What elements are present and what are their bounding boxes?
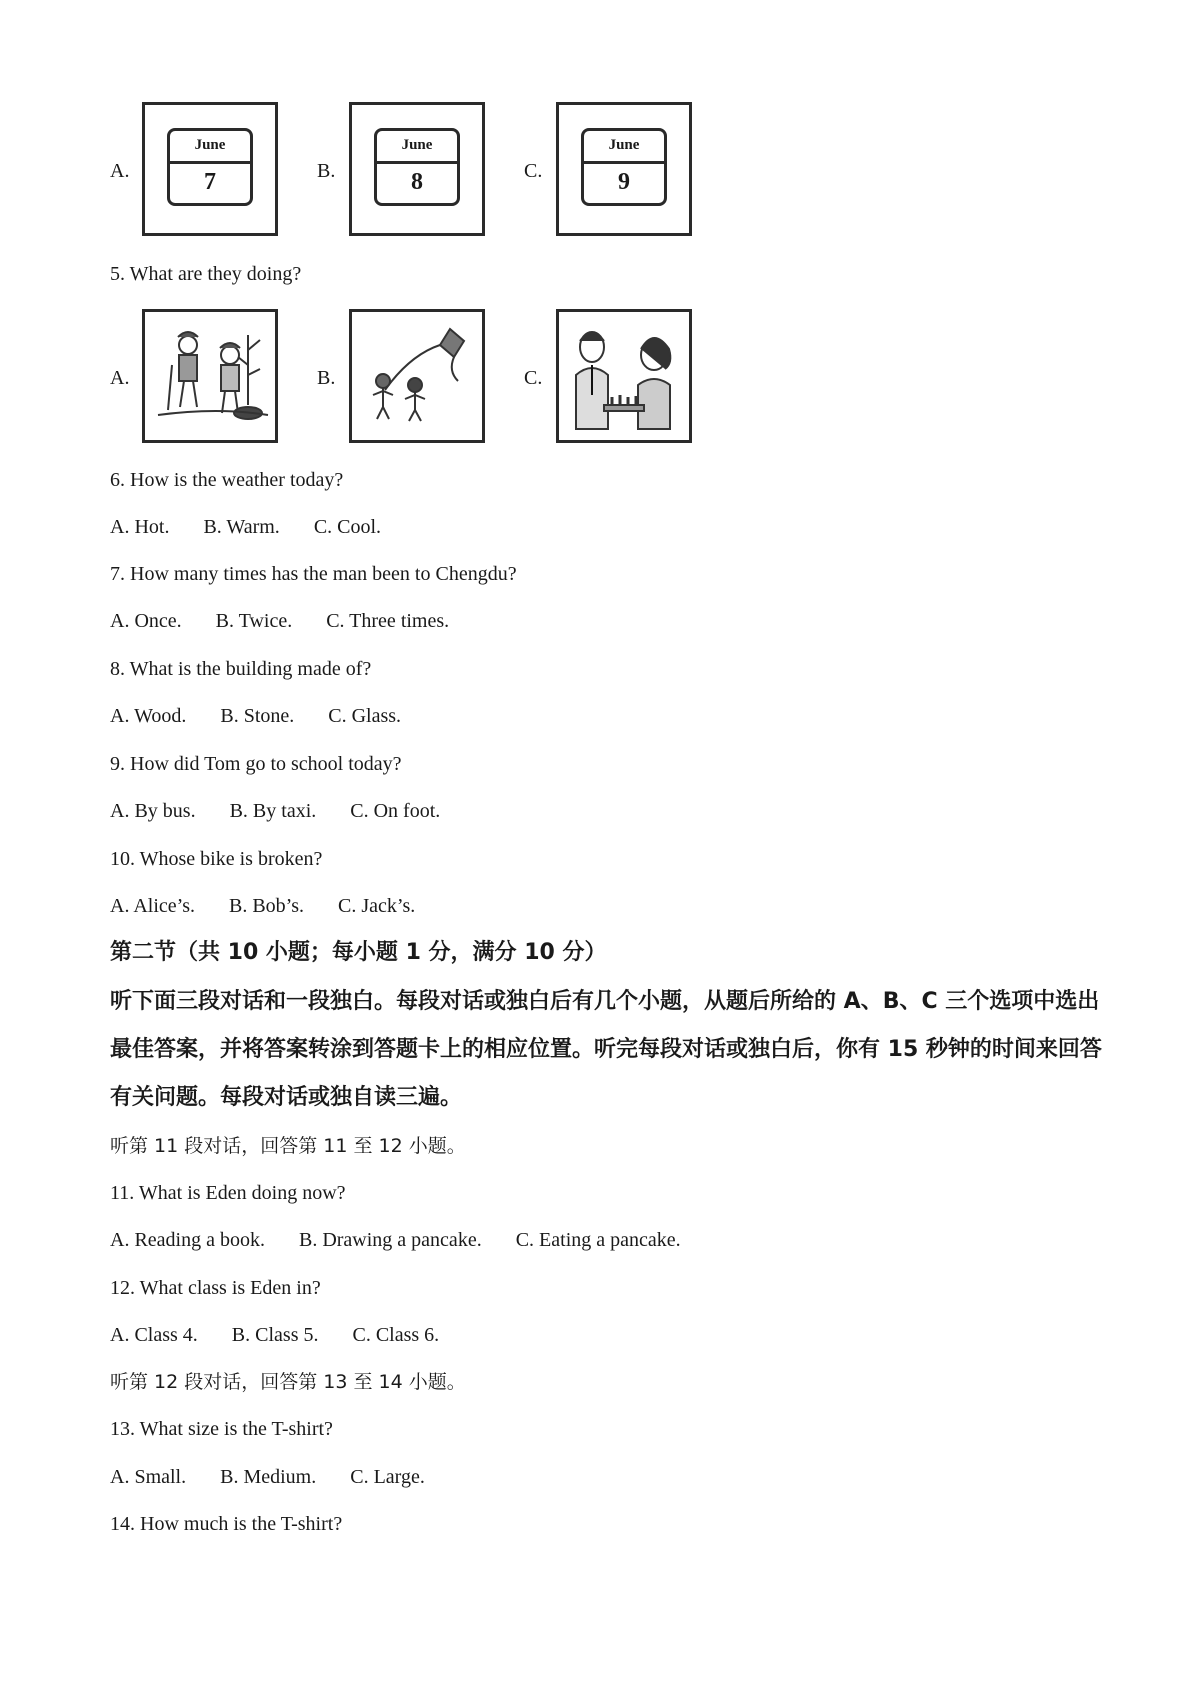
option-a[interactable]: A. Wood.: [110, 705, 187, 727]
calendar-month: June: [584, 131, 664, 164]
option-a[interactable]: A. Hot.: [110, 516, 170, 538]
option-b[interactable]: B. Stone.: [220, 705, 295, 727]
question-7-options: [110, 608, 449, 634]
option-b[interactable]: B. Twice.: [215, 610, 293, 632]
option-b-calendar: [317, 102, 497, 242]
option-c[interactable]: C. Cool.: [313, 516, 382, 538]
calendar-day: 7: [204, 169, 216, 195]
option-b[interactable]: B. Drawing a pancake.: [298, 1229, 482, 1251]
dialog-11-prompt: 听第 11 段对话，回答第 11 至 12 小题。: [110, 1135, 466, 1157]
calendar-day: 8: [411, 169, 423, 195]
flying-kite-icon: [355, 315, 479, 437]
option-c[interactable]: C. Three times.: [326, 610, 450, 632]
question-10: 10. Whose bike is broken?: [110, 848, 323, 870]
calendar-icon: [581, 128, 667, 206]
playing-chess-picture: [556, 309, 692, 443]
calendar-options-row: [110, 102, 810, 242]
question-13: 13. What size is the T-shirt?: [110, 1418, 333, 1440]
option-c[interactable]: C. Class 6.: [352, 1324, 440, 1346]
section-2-instructions: 听下面三段对话和一段独白。每段对话或独白后有几个小题，从题后所给的 A、B、C 三个选项中选出最佳答案，并将答案转涂到答题卡上的相应位置。听完每段对话或独白后，你有 15 秒钟的时间来回答有关问题。每段对话或独自读三遍。: [110, 989, 1102, 1110]
option-c[interactable]: C. Large.: [350, 1466, 425, 1488]
question-8-options: [110, 703, 401, 729]
dialog-12-prompt: 听第 12 段对话，回答第 13 至 14 小题。: [110, 1371, 466, 1393]
question-5: 5. What are they doing?: [110, 263, 302, 285]
question-12-options: [110, 1322, 439, 1348]
calendar-month: June: [377, 131, 457, 164]
question-14: 14. How much is the T-shirt?: [110, 1513, 343, 1535]
calendar-picture-frame: [556, 102, 692, 236]
calendar-icon: [167, 128, 253, 206]
option-b[interactable]: B. By taxi.: [229, 800, 317, 822]
option-letter-c: C.: [524, 367, 543, 389]
option-a[interactable]: A. Reading a book.: [110, 1229, 265, 1251]
flying-kite-picture: [349, 309, 485, 443]
question-11-options: [110, 1227, 681, 1253]
calendar-day: 9: [618, 169, 630, 195]
question-6: 6. How is the weather today?: [110, 469, 344, 491]
option-letter-c: C.: [524, 160, 543, 182]
option-a[interactable]: A. Class 4.: [110, 1324, 198, 1346]
option-c[interactable]: C. Eating a pancake.: [515, 1229, 681, 1251]
option-b[interactable]: B. Warm.: [203, 516, 280, 538]
question-7: 7. How many times has the man been to Chengdu?: [110, 563, 517, 585]
playing-chess-icon: [562, 315, 686, 437]
option-a-activity: [110, 309, 290, 449]
option-letter-b: B.: [317, 160, 336, 182]
question-13-options: [110, 1464, 425, 1490]
option-c[interactable]: C. On foot.: [350, 800, 441, 822]
question-11: 11. What is Eden doing now?: [110, 1182, 346, 1204]
option-c[interactable]: C. Jack’s.: [338, 895, 416, 917]
option-b[interactable]: B. Class 5.: [231, 1324, 319, 1346]
calendar-month: June: [170, 131, 250, 164]
question-9: 9. How did Tom go to school today?: [110, 753, 402, 775]
option-b[interactable]: B. Medium.: [220, 1466, 317, 1488]
question-8: 8. What is the building made of?: [110, 658, 372, 680]
activity-options-row: [110, 309, 810, 449]
option-b-activity: [317, 309, 497, 449]
calendar-picture-frame: [349, 102, 485, 236]
calendar-icon: [374, 128, 460, 206]
option-a[interactable]: A. Small.: [110, 1466, 187, 1488]
planting-trees-icon: [148, 315, 272, 437]
question-10-options: [110, 893, 415, 919]
option-a[interactable]: A. Alice’s.: [110, 895, 195, 917]
calendar-picture-frame: [142, 102, 278, 236]
option-a-calendar: [110, 102, 290, 242]
option-a[interactable]: A. Once.: [110, 610, 182, 632]
question-12: 12. What class is Eden in?: [110, 1277, 321, 1299]
option-a[interactable]: A. By bus.: [110, 800, 196, 822]
option-letter-a: A.: [110, 160, 130, 182]
option-letter-b: B.: [317, 367, 336, 389]
section-2-heading: 第二节（共 10 小题；每小题 1 分，满分 10 分）: [110, 940, 607, 965]
question-6-options: [110, 514, 381, 540]
planting-trees-picture: [142, 309, 278, 443]
option-c[interactable]: C. Glass.: [328, 705, 402, 727]
question-9-options: [110, 798, 440, 824]
option-c-activity: [524, 309, 704, 449]
option-letter-a: A.: [110, 367, 130, 389]
option-c-calendar: [524, 102, 704, 242]
option-b[interactable]: B. Bob’s.: [229, 895, 305, 917]
